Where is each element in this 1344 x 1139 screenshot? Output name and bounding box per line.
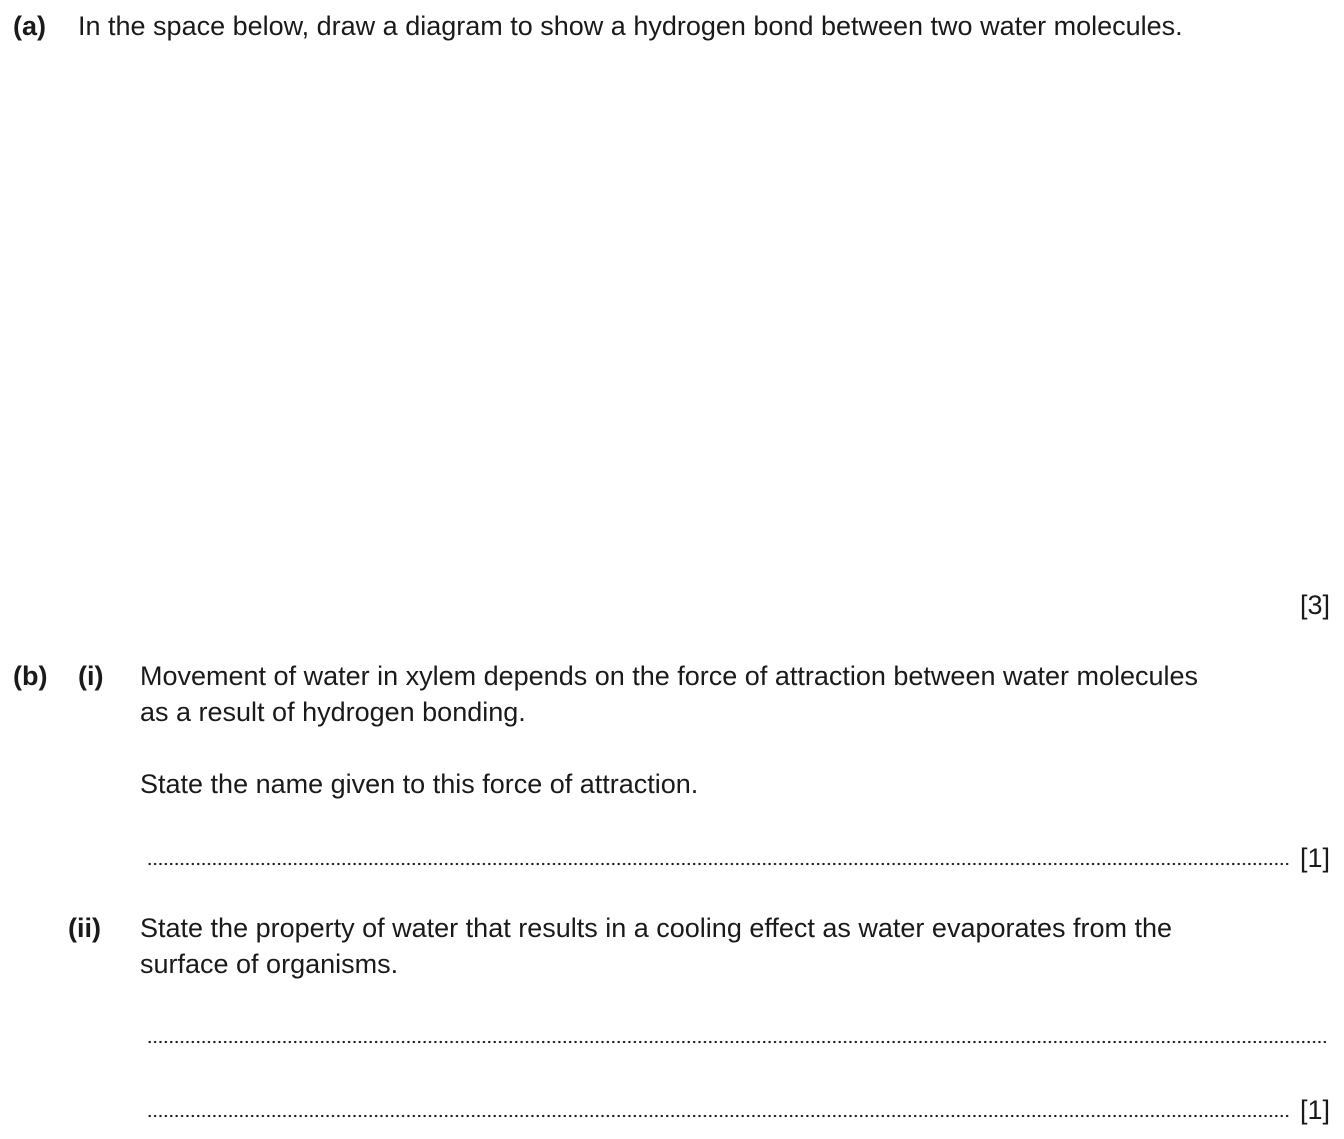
part-b-i-marks: [1]: [1299, 843, 1330, 873]
part-b-label: (b): [13, 661, 48, 691]
part-a-question: In the space below, draw a diagram to show a hydrogen bond between two water molecules.: [78, 11, 1183, 41]
part-b-ii-answer-line-2[interactable]: [147, 1114, 1290, 1118]
part-b-i-label: (i): [78, 661, 104, 691]
diagram-drawing-area[interactable]: [78, 60, 1328, 580]
part-a-marks: [3]: [1299, 590, 1330, 620]
part-b-i-answer-line[interactable]: [147, 862, 1290, 866]
part-b-i-instruction: State the name given to this force of attraction.: [140, 769, 699, 799]
part-b-i-question-line2: as a result of hydrogen bonding.: [140, 697, 526, 727]
part-b-ii-label: (ii): [68, 913, 101, 943]
part-a-label: (a): [13, 11, 46, 41]
part-b-ii-answer-line-1[interactable]: [147, 1040, 1327, 1044]
part-b-i-question-line1: Movement of water in xylem depends on the force of attraction between water molecules: [140, 661, 1199, 691]
part-b-ii-marks: [1]: [1299, 1095, 1330, 1125]
part-b-ii-question-line2: surface of organisms.: [140, 949, 399, 979]
part-b-ii-question-line1: State the property of water that results in a cooling effect as water evaporates from the: [140, 913, 1173, 943]
